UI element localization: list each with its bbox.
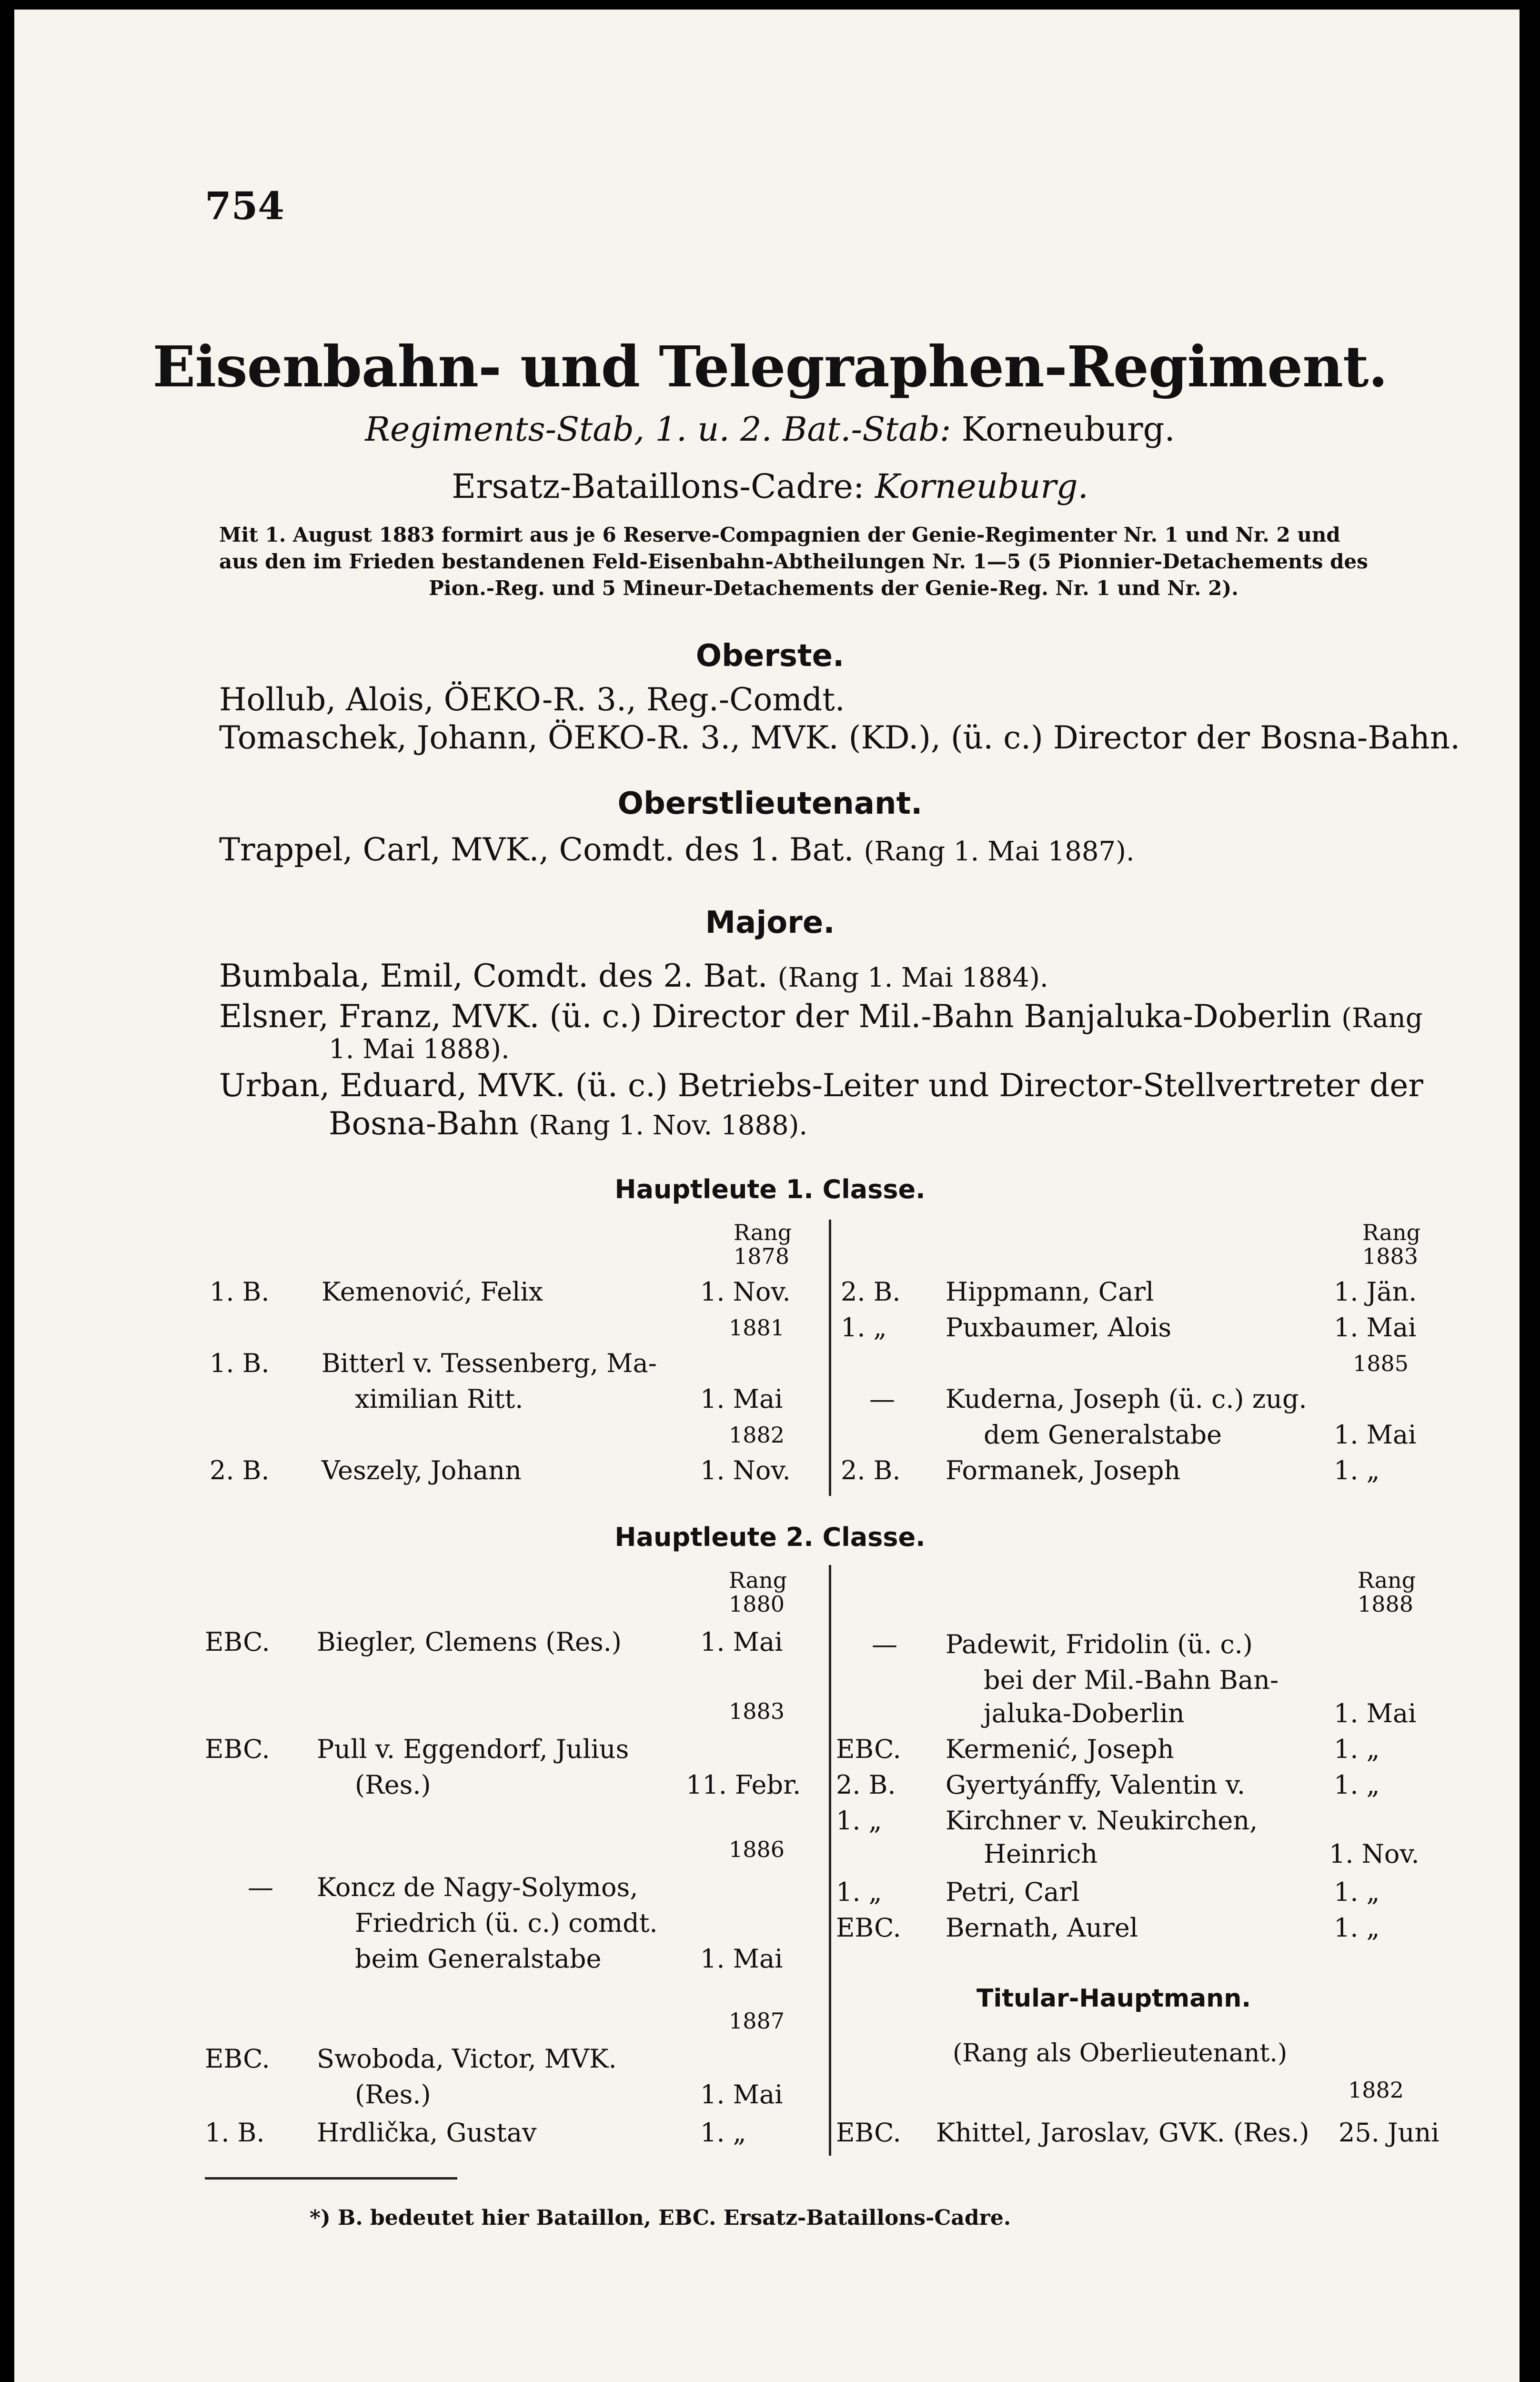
- entry-urban-cont: [329, 1105, 807, 1142]
- h1-r-year-1885: 1885: [1353, 1351, 1409, 1376]
- entry-elsner: [219, 998, 1423, 1035]
- h2-l-unit-3: —: [248, 1872, 273, 1902]
- subtitle-cadre-label: Ersatz-Bataillons-Cadre:: [452, 467, 865, 506]
- h2-r-name-1a: Padewit, Fridolin (ü. c.): [946, 1629, 1253, 1659]
- h1-l-name-2b: ximilian Ritt.: [355, 1384, 523, 1414]
- column-divider-2: [829, 1565, 831, 2156]
- entry-bumbala: [219, 958, 1048, 994]
- entry-elsner-rank: (Rang: [1341, 1003, 1423, 1034]
- entry-tomaschek: Tomaschek, Johann, ÖEKO-R. 3., MVK. (KD.), (ü. c.) Director der Bosna-Bahn.: [219, 719, 1460, 756]
- heading-oberste: Oberste.: [695, 638, 845, 674]
- page-title: Eisenbahn- und Telegraphen-Regiment.: [152, 333, 1388, 400]
- footnote-rule: [205, 2177, 457, 2180]
- h2-r-name-3: Gyertyánffy, Valentin v.: [946, 1770, 1246, 1800]
- h2-l-name-3c: beim Generalstabe: [355, 1944, 602, 1974]
- h1-r-name-1: Hippmann, Carl: [946, 1277, 1154, 1307]
- h1-r-name-2: Puxbaumer, Alois: [946, 1312, 1172, 1342]
- titular-year: 1882: [1348, 2077, 1404, 2103]
- h1-l-date-3: 1. Nov.: [700, 1455, 791, 1485]
- entry-urban-rank: (Rang 1. Nov. 1888).: [529, 1110, 808, 1141]
- heading-majore: Majore.: [705, 905, 835, 940]
- footnote: *) B. bedeutet hier Bataillon, EBC. Ersatz-Bataillons-Cadre.: [310, 2206, 1011, 2230]
- h1-l-name-3: Veszely, Johann: [322, 1455, 522, 1485]
- column-divider-1: [829, 1220, 831, 1496]
- entry-urban: Urban, Eduard, MVK. (ü. c.) Betriebs-Leiter und Director-Stellvertreter der: [219, 1067, 1423, 1104]
- h2-l-name-4a: Swoboda, Victor, MVK.: [317, 2044, 617, 2074]
- titular-name: Khittel, Jaroslav, GVK. (Res.): [936, 2118, 1309, 2148]
- page-number: 754: [205, 183, 284, 228]
- h2-l-name-4b: (Res.): [355, 2079, 431, 2109]
- h2-l-date-3: 1. Mai: [700, 1944, 783, 1974]
- h2-r-date-4: 1. Nov.: [1329, 1839, 1419, 1869]
- h1-l-year-1881: 1881: [729, 1315, 785, 1341]
- heading-titular: Titular-Hauptmann.: [976, 1984, 1251, 2013]
- h1-left-rang: Rang: [734, 1220, 792, 1245]
- subtitle-staff-place: Korneuburg.: [961, 410, 1175, 449]
- h1-l-unit-2: 1. B.: [210, 1348, 270, 1378]
- subtitle-staff-label: Regiments-Stab, 1. u. 2. Bat.-Stab:: [365, 410, 951, 449]
- h2-l-year-1886: 1886: [729, 1837, 785, 1862]
- h1-l-year-1882: 1882: [729, 1422, 785, 1448]
- h2-l-name-3b: Friedrich (ü. c.) comdt.: [355, 1908, 658, 1938]
- h1-r-date-4: 1. „: [1334, 1455, 1380, 1485]
- entry-elsner-text: Elsner, Franz, MVK. (ü. c.) Director der Mil.-Bahn Banjaluka-Doberlin: [219, 998, 1332, 1035]
- h1-right-year: 1883: [1362, 1243, 1419, 1269]
- h2-l-name-5: Hrdlička, Gustav: [317, 2118, 537, 2148]
- h2-r-date-3: 1. „: [1334, 1770, 1380, 1800]
- titular-unit: EBC.: [836, 2118, 901, 2148]
- h1-r-unit-3: —: [869, 1384, 895, 1414]
- entry-elsner-date: 1. Mai 1888).: [329, 1034, 510, 1065]
- note-line-3: Pion.-Reg. und 5 Mineur-Detachements der Genie-Reg. Nr. 1 und Nr. 2).: [429, 576, 1238, 600]
- h2-l-name-3a: Koncz de Nagy-Solymos,: [317, 1872, 638, 1902]
- h1-l-date-2: 1. Mai: [700, 1384, 783, 1414]
- h2-left-rang: Rang: [729, 1567, 787, 1593]
- h1-l-unit-3: 2. B.: [210, 1455, 270, 1485]
- entry-bumbala-text: Bumbala, Emil, Comdt. des 2. Bat.: [219, 958, 768, 994]
- h2-l-name-2a: Pull v. Eggendorf, Julius: [317, 1734, 629, 1764]
- h2-r-unit-5: 1. „: [836, 1877, 882, 1907]
- h2-r-unit-2: EBC.: [836, 1734, 901, 1764]
- h2-r-name-2: Kermenić, Joseph: [946, 1734, 1174, 1764]
- h2-l-year-1887: 1887: [729, 2008, 785, 2034]
- h1-l-date-1: 1. Nov.: [700, 1277, 791, 1307]
- h1-right-rang: Rang: [1362, 1220, 1421, 1245]
- h2-r-unit-3: 2. B.: [836, 1770, 896, 1800]
- h2-l-unit-4: EBC.: [205, 2044, 270, 2074]
- h1-r-name-3a: Kuderna, Joseph (ü. c.) zug.: [946, 1384, 1307, 1414]
- h1-l-name-1: Kemenović, Felix: [322, 1277, 544, 1307]
- h2-left-year: 1880: [729, 1591, 785, 1617]
- heading-oberstlieutenant: Oberstlieutenant.: [617, 786, 923, 821]
- formation-note: [219, 522, 1448, 602]
- h1-r-date-1: 1. Jän.: [1334, 1277, 1417, 1307]
- h2-r-name-1b: bei der Mil.-Bahn Ban-: [984, 1665, 1279, 1695]
- note-line-2: aus den im Frieden bestandenen Feld-Eisenbahn-Abtheilungen Nr. 1—5 (5 Pionnier-Detachements des: [219, 550, 1368, 573]
- h1-l-unit-1: 1. B.: [210, 1277, 270, 1307]
- h2-r-date-2: 1. „: [1334, 1734, 1380, 1764]
- h2-r-date-1: 1. Mai: [1334, 1698, 1417, 1728]
- h2-r-date-5: 1. „: [1334, 1877, 1380, 1907]
- h2-l-unit-5: 1. B.: [205, 2118, 265, 2148]
- h2-r-unit-1: —: [872, 1629, 897, 1659]
- h2-r-name-4b: Heinrich: [984, 1839, 1098, 1869]
- h2-l-date-5: 1. „: [700, 2118, 746, 2148]
- titular-sub: (Rang als Oberlieutenant.): [953, 2039, 1288, 2068]
- entry-trappel: [219, 831, 1135, 868]
- subtitle-cadre-place: Korneuburg.: [875, 467, 1088, 506]
- h2-l-unit-1: EBC.: [205, 1627, 270, 1657]
- h2-r-unit-4: 1. „: [836, 1806, 882, 1836]
- titular-date: 25. Juni: [1339, 2118, 1439, 2148]
- subtitle-staff: [0, 410, 1540, 449]
- entry-hollub: Hollub, Alois, ÖEKO-R. 3., Reg.-Comdt.: [219, 681, 845, 718]
- h2-l-year-1883: 1883: [729, 1698, 785, 1724]
- h2-r-date-6: 1. „: [1334, 1913, 1380, 1943]
- h2-l-date-1: 1. Mai: [700, 1627, 783, 1657]
- entry-bumbala-rank: (Rang 1. Mai 1884).: [777, 962, 1048, 993]
- entry-trappel-text: Trappel, Carl, MVK., Comdt. des 1. Bat.: [219, 831, 854, 868]
- h1-r-unit-4: 2. B.: [841, 1455, 901, 1485]
- h1-r-unit-2: 1. „: [841, 1312, 887, 1342]
- h2-right-year: 1888: [1358, 1591, 1414, 1617]
- h2-r-name-4a: Kirchner v. Neukirchen,: [946, 1806, 1258, 1836]
- h2-l-name-2b: (Res.): [355, 1770, 431, 1800]
- h2-right-rang: Rang: [1358, 1567, 1416, 1593]
- h1-r-date-2: 1. Mai: [1334, 1312, 1417, 1342]
- h1-r-name-4: Formanek, Joseph: [946, 1455, 1181, 1485]
- h2-r-name-5: Petri, Carl: [946, 1877, 1080, 1907]
- h2-r-unit-6: EBC.: [836, 1913, 901, 1943]
- h2-r-name-1c: jaluka-Doberlin: [984, 1698, 1185, 1728]
- h1-r-unit-1: 2. B.: [841, 1277, 901, 1307]
- h1-left-year: 1878: [734, 1243, 790, 1269]
- heading-hauptleute-1: Hauptleute 1. Classe.: [614, 1174, 926, 1204]
- entry-urban-text: Bosna-Bahn: [329, 1105, 519, 1142]
- h2-l-date-2: 11. Febr.: [686, 1770, 801, 1800]
- note-line-1: Mit 1. August 1883 formirt aus je 6 Reserve-Compagnien der Genie-Regimenter Nr. 1 und Nr. 2 und: [219, 523, 1340, 546]
- entry-trappel-rank: (Rang 1. Mai 1887).: [864, 836, 1135, 867]
- h1-r-date-3: 1. Mai: [1334, 1420, 1417, 1450]
- h2-r-name-6: Bernath, Aurel: [946, 1913, 1138, 1943]
- h2-l-unit-2: EBC.: [205, 1734, 270, 1764]
- subtitle-cadre: [0, 467, 1540, 506]
- h2-l-date-4: 1. Mai: [700, 2079, 783, 2109]
- heading-hauptleute-2: Hauptleute 2. Classe.: [614, 1522, 926, 1552]
- h1-l-name-2a: Bitterl v. Tessenberg, Ma-: [322, 1348, 657, 1378]
- h1-r-name-3b: dem Generalstabe: [984, 1420, 1222, 1450]
- h2-l-name-1: Biegler, Clemens (Res.): [317, 1627, 622, 1657]
